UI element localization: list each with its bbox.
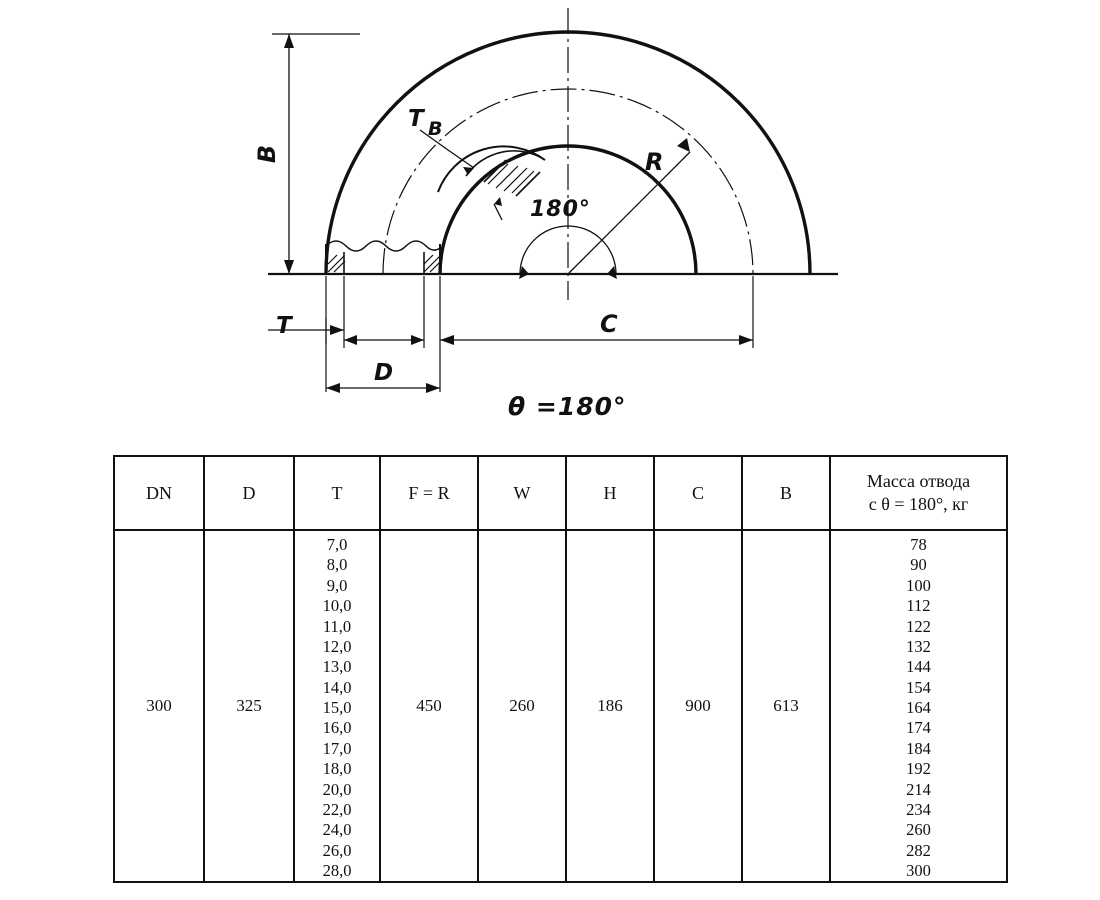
cell-b: 613 [742,530,830,882]
c-dim-arrow-left [440,335,454,345]
b-dim-arrow-top [284,34,294,48]
header-dn: DN [114,456,204,530]
table-header [114,456,1007,530]
cell-h: 186 [566,530,654,882]
angle-label-180: 180° [530,197,591,222]
cell-t-values [294,530,380,882]
section-break-line [326,241,440,251]
t-value: 14,0 [322,677,352,697]
table-body [114,530,1007,882]
t-value: 20,0 [322,779,352,799]
inner-dim-arrow-left [344,335,357,345]
t-value: 7,0 [326,535,348,554]
c-dim-arrow-right [739,335,753,345]
t-value: 12,0 [322,636,352,656]
cell-f-r: 450 [380,530,478,882]
t-value: 26,0 [322,840,352,860]
elbow-technical-drawing [0,0,1100,440]
t-value: 28,0 [322,861,352,880]
mass-value: 214 [906,779,931,799]
header-w: W [478,456,566,530]
mass-value: 100 [906,575,931,595]
mass-value: 154 [906,677,931,697]
t-value-stack [295,531,379,881]
t-value: 22,0 [322,799,352,819]
mass-value: 192 [906,759,931,779]
table-header-row [114,456,1007,530]
mass-value: 144 [906,657,931,677]
cell-dn: 300 [114,530,204,882]
header-h: H [566,456,654,530]
t-value: 10,0 [322,596,352,616]
dimension-label-center-to-face: C [600,310,618,338]
dimension-label-b-small: B [428,118,443,140]
specification-table [113,455,1008,883]
mass-value: 132 [906,636,931,656]
cell-mass-values [830,530,1007,882]
left-wall-hatch [328,255,345,272]
t-value: 16,0 [322,718,352,738]
mass-value: 112 [906,596,931,616]
mass-value: 184 [906,738,931,758]
t-value: 13,0 [322,657,352,677]
mass-value: 174 [906,718,931,738]
header-b: B [742,456,830,530]
t-value: 18,0 [322,759,352,779]
mass-value: 164 [906,698,931,717]
header-mass-line1: Масса отвода [866,470,971,491]
t-value: 11,0 [322,616,352,636]
cell-d: 325 [204,530,294,882]
table-row [114,530,1007,882]
t-dim-arrow [330,325,344,335]
t-value: 9,0 [326,575,348,595]
mass-value: 78 [910,535,927,554]
header-t: T [294,456,380,530]
cell-c: 900 [654,530,742,882]
t-value: 24,0 [322,820,352,840]
header-d: D [204,456,294,530]
t-value: 15,0 [322,698,352,717]
dimension-label-radius: R [645,148,664,176]
dimension-label-t-wall-top: T [408,106,424,132]
r-dim-arrow [677,138,690,152]
mass-value: 234 [906,799,931,819]
wall-detail-edge [484,160,506,182]
t-value: 8,0 [326,555,348,575]
dimension-label-t-wall-bottom: T [276,313,292,339]
mass-value: 282 [906,840,931,860]
header-mass-line2: с θ = 180°, кг [868,494,969,514]
thickness-arrow-head [494,197,502,206]
dimension-label-diameter: D [374,360,394,386]
cell-w: 260 [478,530,566,882]
mass-value: 90 [910,555,927,575]
header-c: C [654,456,742,530]
inner-dim-arrow-right [411,335,424,345]
header-f-r: F = R [380,456,478,530]
dimension-label-b-overall: B [253,144,282,164]
d-dim-arrow-left [326,383,340,393]
mass-value: 122 [906,616,931,636]
t-value: 17,0 [322,738,352,758]
mass-value: 260 [906,820,931,840]
d-dim-arrow-right [426,383,440,393]
thickness-arrow [494,204,502,220]
right-wall-hatch [424,255,440,272]
b-dim-arrow-bottom [284,260,294,274]
t-b-leader-arrow [463,167,474,175]
mass-value: 300 [906,861,931,880]
theta-note: θ =180° [508,392,627,421]
header-mass [830,456,1007,530]
mass-value-stack [831,531,1006,881]
